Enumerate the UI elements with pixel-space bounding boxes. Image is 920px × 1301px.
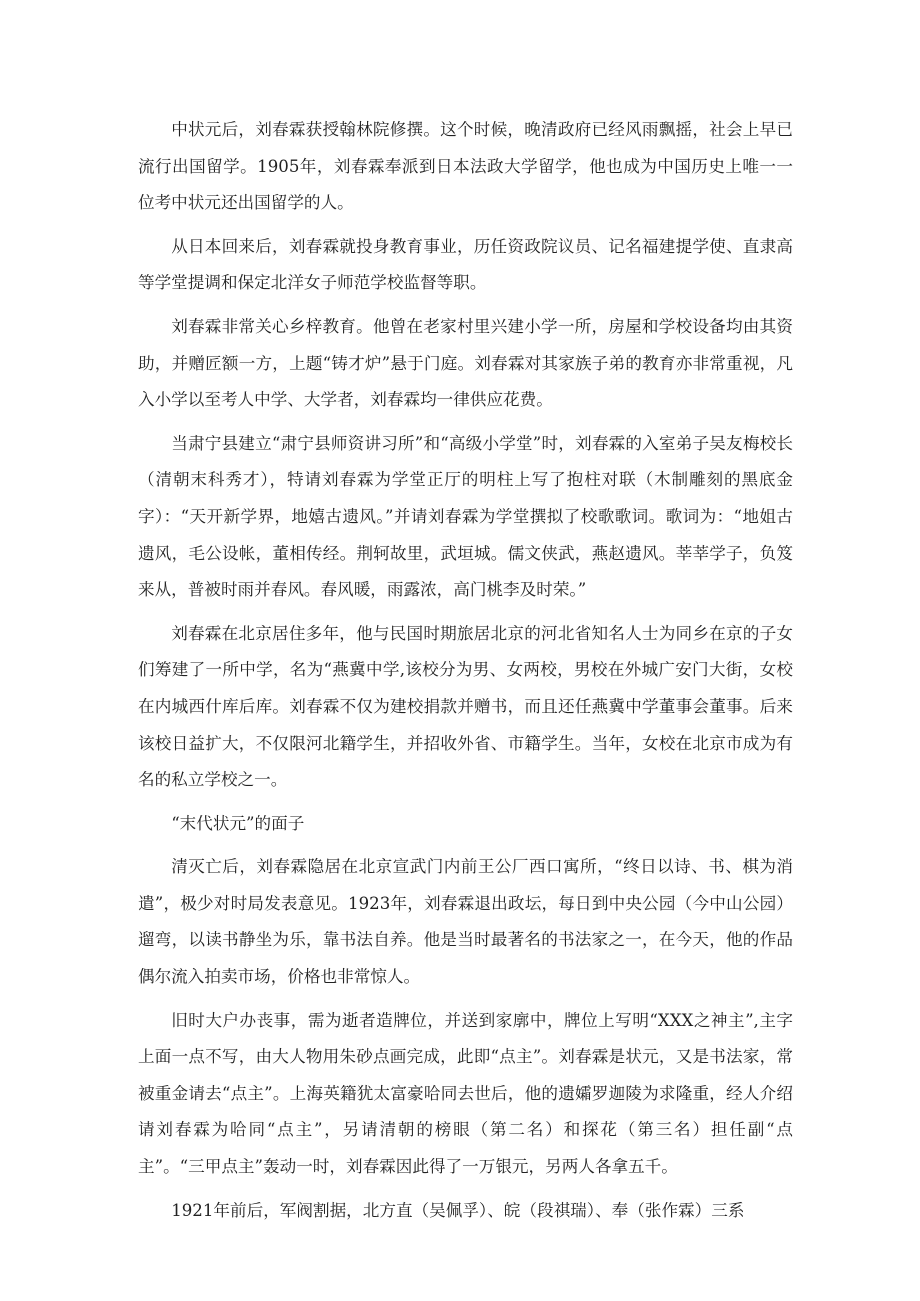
paragraph-5: 刘春霖在北京居住多年，他与民国时期旅居北京的河北省知名人士为同乡在京的子女们筹建了一所中学，名为“燕冀中学,该校分为男、女两校，男校在外城广安门大街，女校在内城西什库后库。刘春霖不仅为建校捐款并赠书，而且还任燕冀中学董事会董事。后来该校日益扩大，不仅限河北籍学生，并招收外省、市籍学生。当年，女校在北京市成为有名的私立学校之一。 <box>138 623 793 790</box>
document-body <box>138 112 793 1236</box>
paragraph-1: 中状元后，刘春霖获授翰林院修撰。这个时候，晚清政府已经风雨飘摇，社会上早已流行出国留学。1905年，刘春霖奉派到日本法政大学留学，他也成为中国历史上唯一一位考中状元还出国留学的人。 <box>138 120 793 213</box>
section-heading: “末代状元”的面子 <box>171 813 305 833</box>
paragraph-2: 从日本回来后，刘春霖就投身教育事业，历任资政院议员、记名福建提学使、直隶高等学堂提调和保定北洋女子师范学校监督等职。 <box>138 236 793 293</box>
paragraph-3: 刘春霖非常关心乡梓教育。他曾在老家村里兴建小学一所，房屋和学校设备均由其资助，并赠匠额一方，上题“铸才炉”悬于门庭。刘春霖对其家族子弟的教育亦非常重视，凡入小学以至考人中学、大学者，刘春霖均一律供应花费。 <box>138 316 793 410</box>
paragraph-7: 旧时大户办丧事，需为逝者造牌位，并送到家廓中，牌位上写明“XXX之神主”,主字上面一点不写，由大人物用朱砂点画完成，此即“点主”。刘春霖是状元，又是书法家，常被重金请去“点主”。上海英籍犹太富豪哈同去世后，他的遗孀罗迦陵为求隆重，经人介绍请刘春霖为哈同“点主”，另请清朝的榜眼（第二名）和探花（第三名）担任副“点主”。“三甲点主”轰动一时，刘春霖因此得了一万银元，另两人各拿五千。 <box>138 1010 793 1177</box>
paragraph-4: 当肃宁县建立“肃宁县师资讲习所”和“高级小学堂”时，刘春霖的入室弟子吴友梅校长（清朝末科秀才），特请刘春霖为学堂正厅的明柱上写了抱柱对联（木制雕刻的黑底金字）：“天开新学界，地嬉古遗风。”并请刘春霖为学堂撰拟了校歌歌词。歌词为：“地姐古遗风，毛公设帐，董相传经。荆轲故里，武垣城。儒文侠武，燕赵遗风。莘莘学子，负笈来从，普被时雨并春风。春风暖，雨露浓，高门桃李及时荣。” <box>138 433 793 600</box>
paragraph-8: 1921年前后，军阀割据，北方直（吴佩孚）、皖（段祺瑞）、奉（张作霖）三系 <box>171 1200 745 1220</box>
paragraph-6: 清灭亡后，刘春霖隐居在北京宣武门内前王公厂西口寓所，“终日以诗、书、棋为消遣”，极少对时局发表意见。1923年，刘春霖退出政坛，每日到中央公园（今中山公园）遛弯，以读书静坐为乐，靠书法自养。他是当时最著名的书法家之一，在今天，他的作品偶尔流入拍卖市场，价格也非常惊人。 <box>138 857 793 987</box>
